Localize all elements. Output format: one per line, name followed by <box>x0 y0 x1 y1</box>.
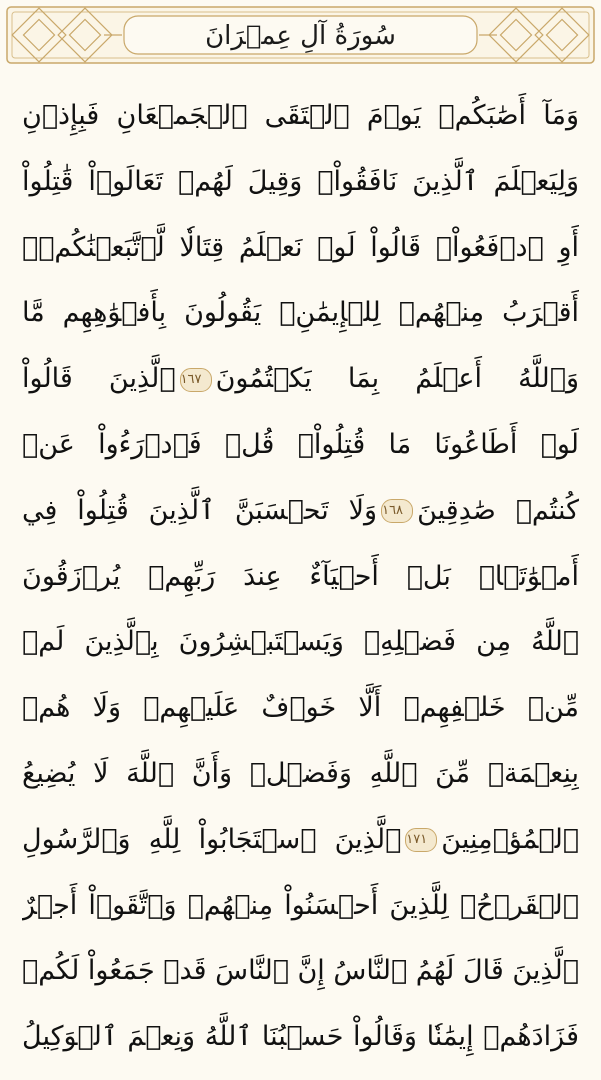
verse-text: لَوۡ أَطَاعُونَا مَا قُتِلُواْۗ قُلۡ فَٱدۡرَءُواْ عَنۡ <box>22 428 579 460</box>
verse-text: مِّنۡ خَلۡفِهِمۡ أَلَّا خَوۡفٌ عَلَيۡهِمۡ وَلَا هُمۡ <box>22 692 579 724</box>
verse-line <box>22 479 579 545</box>
verse-text: ٱلۡقَرۡحُۚ لِلَّذِينَ أَحۡسَنُواْ مِنۡهُمۡ وَٱتَّقَوۡاْ أَجۡرٌ <box>22 889 579 921</box>
verse-text: ٱلَّذِينَ قَالُواْ <box>22 363 176 395</box>
verse-text: ٱلَّذِينَ ٱسۡتَجَابُواْ لِلَّهِ وَٱلرَّسُولِ <box>22 823 402 855</box>
verse-line <box>22 545 579 611</box>
ayah-number-marker: ١٦٨ <box>381 499 413 523</box>
verse-text: أَوِ ٱدۡفَعُواْۖ قَالُواْ لَوۡ نَعۡلَمُ قِتَالٗا لَّٱتَّبَعۡنَٰكُمۡۗ <box>22 231 579 263</box>
verse-line <box>22 413 579 479</box>
verse-text: كُنتُمۡ صَٰدِقِينَ <box>417 494 579 526</box>
verse-text: ٱللَّهُ مِن فَضۡلِهِۦ وَيَسۡتَبۡشِرُونَ بِٱلَّذِينَ لَمۡ <box>22 626 579 658</box>
verse-text: وَلِيَعۡلَمَ ٱلَّذِينَ نَافَقُواْۚ وَقِيلَ لَهُمۡ تَعَالَوۡاْ قَٰتِلُواْ <box>22 165 579 197</box>
verse-text: وَلَا تَحۡسَبَنَّ ٱلَّذِينَ قُتِلُواْ فِي <box>22 494 378 526</box>
verse-line <box>22 676 579 742</box>
verse-lines <box>22 84 579 1071</box>
surah-title: سُورَةُ آلِ عِمۡرَانَ <box>205 21 396 51</box>
verse-line <box>22 742 579 808</box>
verse-text: أَمۡوَٰتَۢاۚ بَلۡ أَحۡيَآءٌ عِندَ رَبِّهِمۡ يُرۡزَقُونَ <box>22 560 579 592</box>
verse-text: وَمَآ أَصَٰبَكُمۡ يَوۡمَ ٱلۡتَقَى ٱلۡجَمۡعَانِ فَبِإِذۡنِ <box>22 100 579 131</box>
verse-text: ٱلۡمُؤۡمِنِينَ <box>441 823 579 855</box>
verse-line <box>22 216 579 282</box>
ayah-number-marker: ١٦٧ <box>180 368 212 392</box>
verse-line <box>22 610 579 676</box>
verse-text: وَٱللَّهُ أَعۡلَمُ بِمَا يَكۡتُمُونَ <box>215 363 579 395</box>
verse-line <box>22 150 579 216</box>
verse-text: بِنِعۡمَةٖ مِّنَ ٱللَّهِ وَفَضۡلٖ وَأَنَّ ٱللَّهَ لَا يُضِيعُ <box>22 757 579 789</box>
verse-line <box>22 281 579 347</box>
verse-text: فَزَادَهُمۡ إِيمَٰنٗا وَقَالُواْ حَسۡبُنَا ٱللَّهُ وَنِعۡمَ ٱلۡوَكِيلُ <box>22 1021 579 1053</box>
verse-line <box>22 808 579 874</box>
verse-line <box>22 347 579 413</box>
verse-text: أَقۡرَبُ مِنۡهُمۡ لِلۡإِيمَٰنِۚ يَقُولُونَ بِأَفۡوَٰهِهِم مَّا <box>22 297 579 329</box>
verse-line <box>22 874 579 940</box>
verse-line <box>22 84 579 150</box>
verse-text: ٱلَّذِينَ قَالَ لَهُمُ ٱلنَّاسُ إِنَّ ٱلنَّاسَ قَدۡ جَمَعُواْ لَكُمۡ <box>22 955 579 987</box>
ayah-number-marker: ١٧١ <box>405 828 437 852</box>
verse-line <box>22 1005 579 1071</box>
verse-line <box>22 939 579 1005</box>
surah-header <box>6 6 595 64</box>
